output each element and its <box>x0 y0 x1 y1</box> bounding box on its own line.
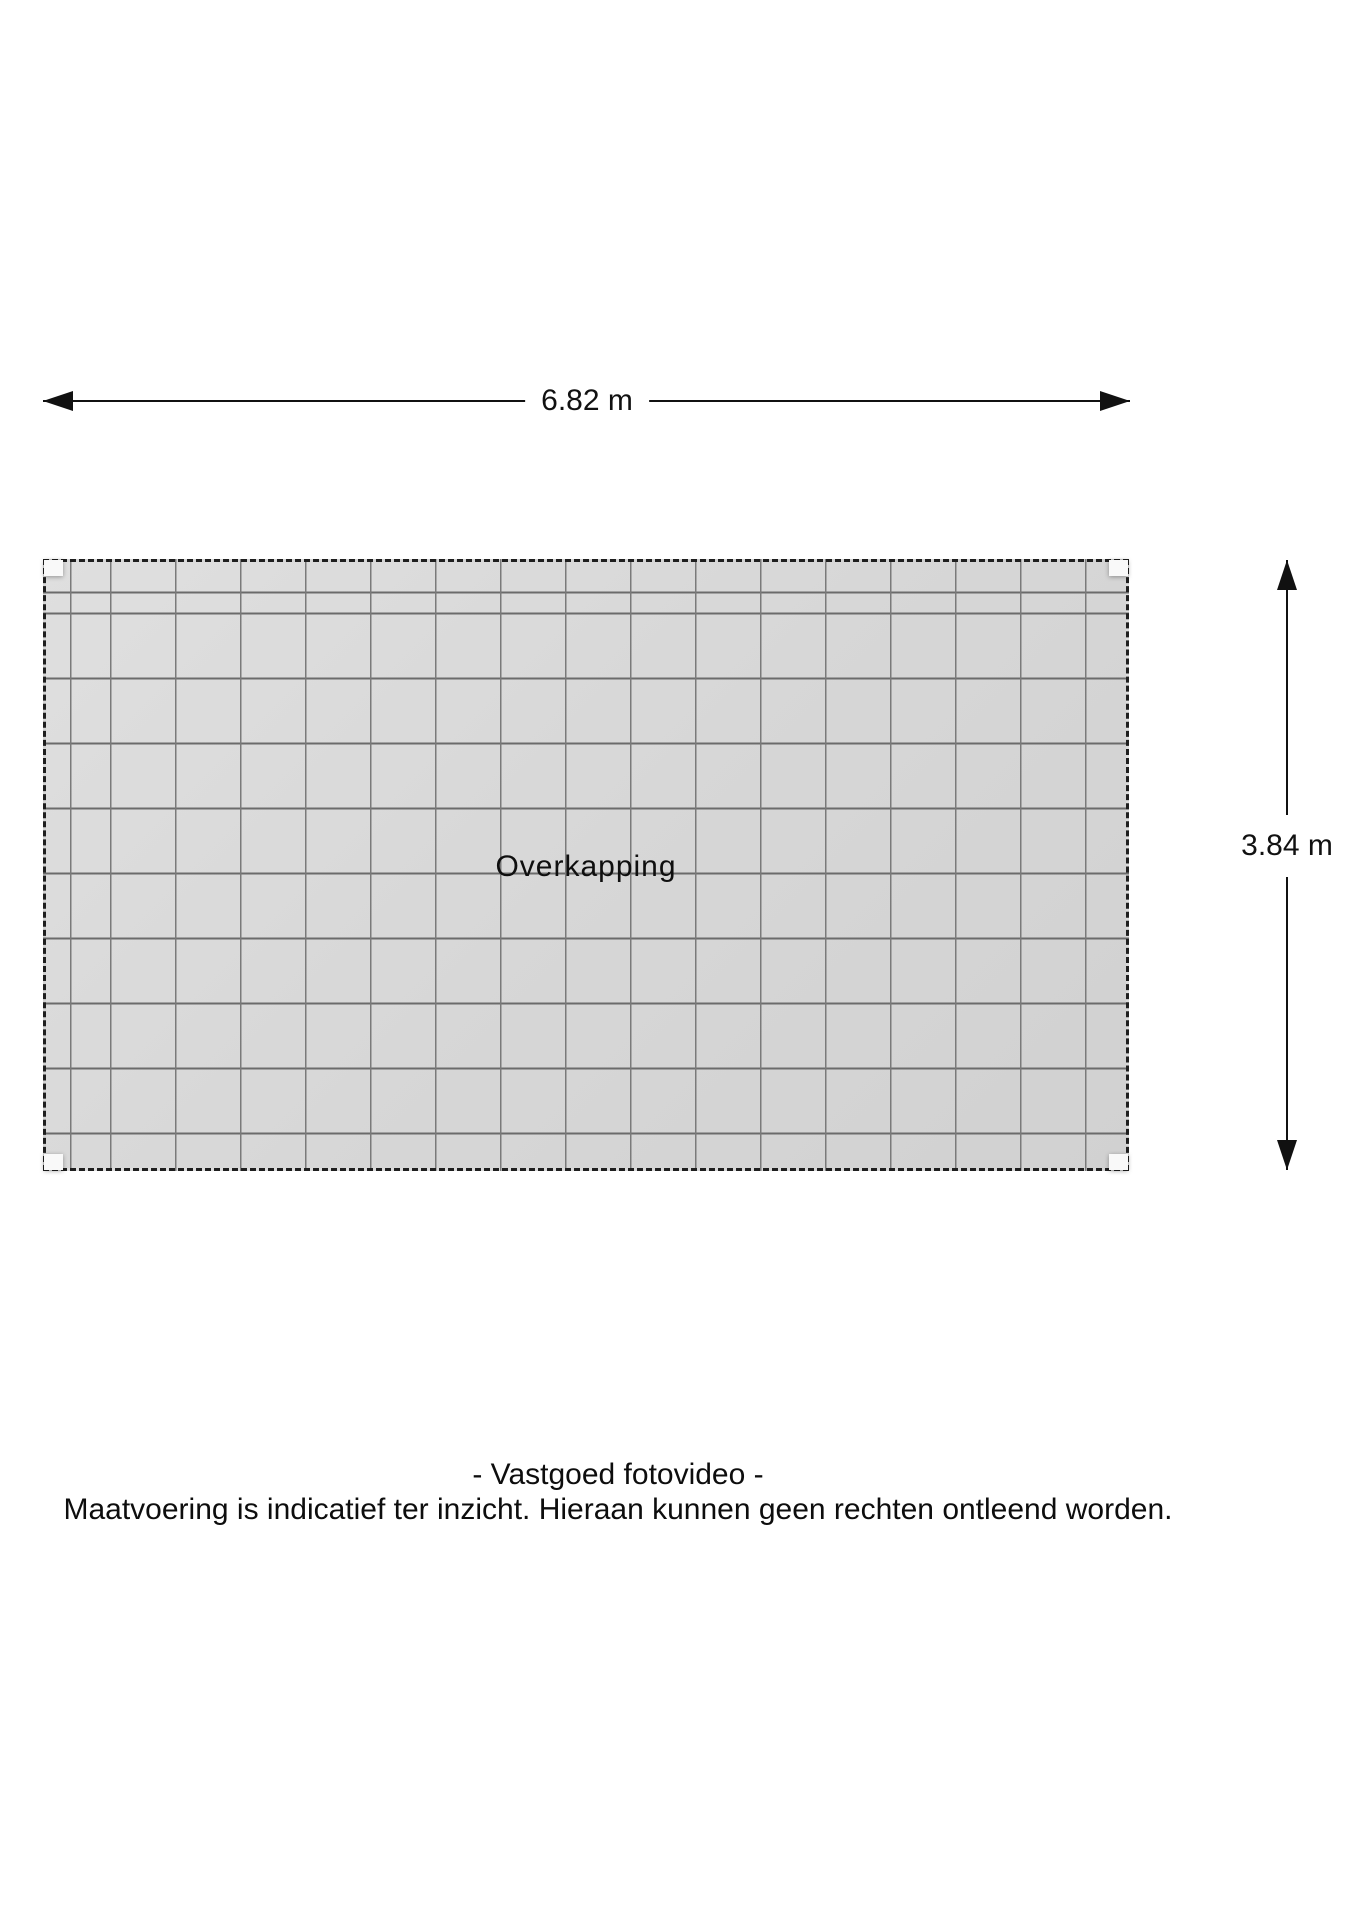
room-label: Overkapping <box>495 849 677 883</box>
corner-post-bottom-left <box>44 1154 63 1170</box>
corner-post-bottom-right <box>1109 1154 1128 1170</box>
height-dimension-label: 3.84 m <box>1235 815 1339 877</box>
overkapping-floor-area <box>43 559 1129 1171</box>
width-dimension-label: 6.82 m <box>525 382 649 420</box>
footer-disclaimer: Maatvoering is indicatief ter inzicht. Hieraan kunnen geen rechten ontleend worden. <box>63 1493 1173 1526</box>
footer-credit: - Vastgoed fotovideo - <box>472 1458 764 1491</box>
corner-post-top-right <box>1109 560 1128 576</box>
arrow-right-icon <box>1100 391 1130 411</box>
arrow-down-icon <box>1277 1140 1297 1170</box>
footer <box>0 1457 1236 1527</box>
corner-post-top-left <box>44 560 63 576</box>
arrow-up-icon <box>1277 560 1297 590</box>
arrow-left-icon <box>43 391 73 411</box>
